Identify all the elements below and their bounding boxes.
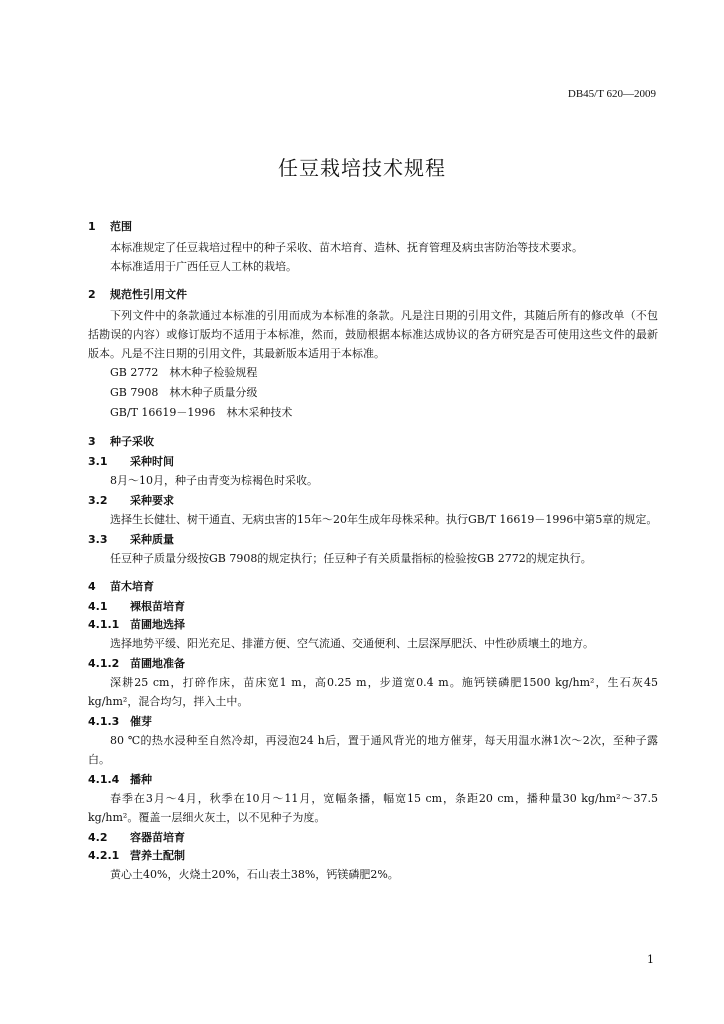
paragraph: 深耕25 cm，打碎作床，苗床宽1 m，高0.25 m，步道宽0.4 m。施钙镁磷肥1500 kg/hm²，生石灰45 kg/hm²，混合均匀，拌入土中。 — [88, 676, 658, 708]
subsection-title: 苗圃地准备 — [130, 657, 185, 670]
subsection-number: 4.1.1 — [88, 618, 120, 631]
subsection-heading — [88, 771, 658, 787]
paragraph: 黄心土40%，火烧土20%，石山表土38%，钙镁磷肥2%。 — [110, 868, 399, 881]
subsection-number: 3.1 — [88, 455, 108, 468]
paragraph: 选择生长健壮、树干通直、无病虫害的15年～20年生成年母株采种。执行GB/T 16619－1996中第5章的规定。 — [110, 513, 658, 526]
section-title: 规范性引用文件 — [110, 288, 187, 301]
subsection-title: 播种 — [130, 773, 152, 786]
section-heading-2 — [88, 286, 658, 302]
reference-item: GB 2772 林木种子检验规程 — [110, 366, 258, 379]
subsection-title: 营养土配制 — [130, 849, 185, 862]
subsection-number: 4.1.3 — [88, 715, 120, 728]
subsection-title: 裸根苗培育 — [130, 600, 185, 613]
paragraph: 本标准规定了任豆栽培过程中的种子采收、苗木培育、造林、抚育管理及病虫害防治等技术要求。 — [110, 241, 583, 254]
subsection-heading — [88, 453, 658, 469]
section-number: 1 — [88, 220, 96, 233]
section-title: 苗木培育 — [110, 580, 154, 593]
reference-item: GB 7908 林木种子质量分级 — [110, 386, 258, 399]
standard-code: DB45/T 620—2009 — [567, 88, 656, 100]
subsection-heading — [88, 847, 658, 863]
paragraph: 8月～10月，种子由青变为棕褐色时采收。 — [110, 474, 318, 487]
subsection-number: 4.2 — [88, 831, 108, 844]
subsection-title: 采种质量 — [130, 533, 174, 546]
section-heading-3 — [88, 433, 658, 449]
subsection-heading — [88, 713, 658, 729]
paragraph: 任豆种子质量分级按GB 7908的规定执行；任豆种子有关质量指标的检验按GB 2772的规定执行。 — [110, 552, 592, 565]
subsection-heading — [88, 655, 658, 671]
subsection-title: 苗圃地选择 — [130, 618, 185, 631]
subsection-number: 4.2.1 — [88, 849, 120, 862]
subsection-number: 4.1 — [88, 600, 108, 613]
paragraph: 选择地势平缓、阳光充足、排灌方便、空气流通、交通便利、土层深厚肥沃、中性砂质壤土的地方。 — [110, 637, 594, 650]
reference-item: GB/T 16619－1996 林木采种技术 — [110, 406, 293, 419]
document-title: 任豆栽培技术规程 — [278, 156, 446, 180]
subsection-heading — [88, 829, 658, 845]
subsection-title: 采种时间 — [130, 455, 174, 468]
subsection-heading — [88, 531, 658, 547]
section-heading-4 — [88, 578, 658, 594]
page-number: 1 — [647, 953, 654, 966]
subsection-heading — [88, 492, 658, 508]
subsection-number: 4.1.4 — [88, 773, 120, 786]
section-number: 2 — [88, 288, 96, 301]
subsection-heading — [88, 598, 658, 614]
subsection-title: 容器苗培育 — [130, 831, 185, 844]
paragraph: 80 ℃的热水浸种至自然冷却，再浸泡24 h后，置于通风背光的地方催芽，每天用温水淋1次～2次，至种子露白。 — [88, 734, 658, 766]
paragraph: 下列文件中的条款通过本标准的引用而成为本标准的条款。凡是注日期的引用文件，其随后所有的修改单（不包括勘误的内容）或修订版均不适用于本标准，然而，鼓励根据本标准达成协议的各方研究是否可使用这些文件的最新版本。凡是不注日期的引用文件，其最新版本适用于本标准。 — [88, 309, 658, 360]
subsection-title: 采种要求 — [130, 494, 174, 507]
section-title: 种子采收 — [110, 435, 154, 448]
subsection-number: 3.3 — [88, 533, 108, 546]
section-number: 3 — [88, 435, 96, 448]
section-title: 范围 — [110, 220, 132, 233]
subsection-number: 4.1.2 — [88, 657, 120, 670]
paragraph: 春季在3月～4月，秋季在10月～11月，宽幅条播，幅宽15 cm，条距20 cm，播种量30 kg/hm²～37.5 kg/hm²。覆盖一层细火灰土，以不见种子为度。 — [88, 792, 658, 824]
section-number: 4 — [88, 580, 96, 593]
subsection-title: 催芽 — [130, 715, 152, 728]
section-heading-1 — [88, 218, 658, 234]
subsection-heading — [88, 616, 658, 632]
subsection-number: 3.2 — [88, 494, 108, 507]
document-body — [88, 208, 658, 884]
paragraph: 本标准适用于广西任豆人工林的栽培。 — [110, 260, 297, 273]
